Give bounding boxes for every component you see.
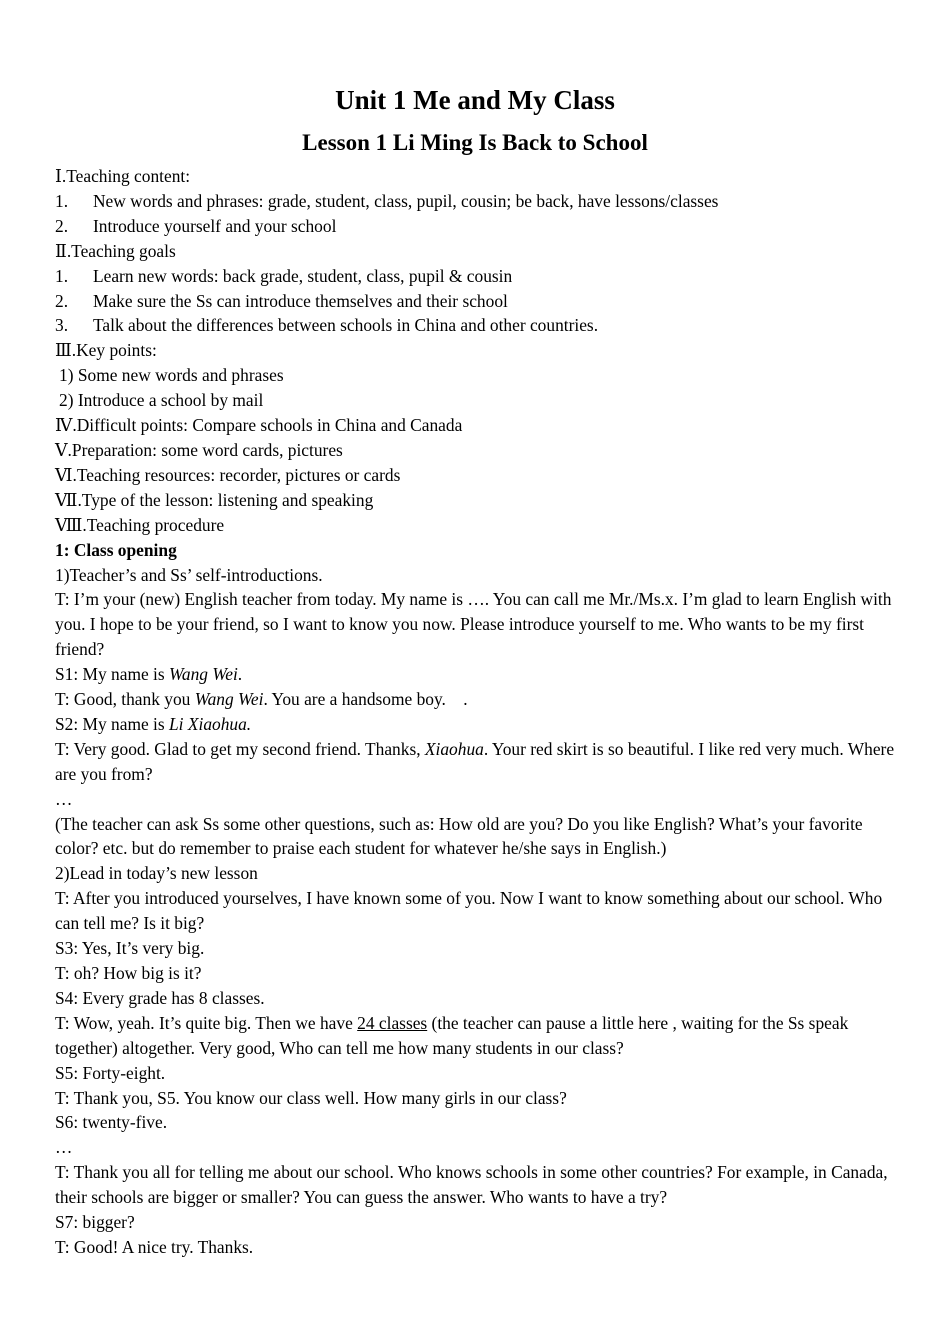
ellipsis: … (55, 788, 73, 809)
dialogue-line: S2: My name is Li Xiaohua. (55, 713, 252, 734)
teaching-goals-heading: Ⅱ.Teaching goals (55, 240, 176, 261)
dialogue-line: S7: bigger? (55, 1212, 135, 1233)
teaching-procedure-heading: Ⅷ.Teaching procedure (55, 514, 225, 535)
teaching-content-heading: Ⅰ.Teaching content: (55, 166, 191, 186)
list-item: 2) Introduce a school by mail (59, 390, 264, 411)
dialogue-line: T: After you introduced yourselves, I have known some of you. Now I want to know something about our school. Who can tell me? Is it big? (55, 888, 887, 934)
dialogue-line: T: Very good. Glad to get my second friend. Thanks, Xiaohua. Your red skirt is so beautiful. I like red very much. Where are you from? (55, 738, 899, 784)
dialogue-line: S3: Yes, It’s very big. (55, 938, 205, 959)
list-item: 3. Talk about the differences between schools in China and other countries. (55, 315, 599, 336)
unit-title: Unit 1 Me and My Class (335, 85, 615, 115)
list-item: 1) Some new words and phrases (59, 365, 284, 386)
list-item: 2. Make sure the Ss can introduce themselves and their school (55, 290, 508, 311)
list-item: 1. New words and phrases: grade, student, class, pupil, cousin; be back, have lessons/classes (55, 190, 719, 211)
list-item: 2. Introduce yourself and your school (55, 215, 337, 236)
dialogue-line: T: Good! A nice try. Thanks. (55, 1236, 254, 1257)
subsection-heading: 1)Teacher’s and Ss’ self-introductions. (55, 564, 323, 585)
dialogue-line: T: Good, thank you Wang Wei. You are a handsome boy. . (55, 689, 468, 710)
difficult-points: Ⅳ.Difficult points: Compare schools in China and Canada (55, 415, 463, 436)
teaching-resources: Ⅵ.Teaching resources: recorder, pictures or cards (55, 464, 401, 485)
list-item: 1. Learn new words: back grade, student, class, pupil & cousin (55, 265, 513, 286)
dialogue-line: S4: Every grade has 8 classes. (55, 987, 265, 1008)
key-points-heading: Ⅲ.Key points: (55, 340, 157, 361)
dialogue-line: T: oh? How big is it? (55, 963, 202, 983)
dialogue-line: S6: twenty-five. (55, 1112, 168, 1133)
dialogue-line: S1: My name is Wang Wei. (55, 664, 243, 685)
dialogue-line: S5: Forty-eight. (55, 1062, 166, 1083)
dialogue-line: T: Wow, yeah. It’s quite big. Then we have 24 classes (the teacher can pause a little here , waiting for the Ss speak together) altogether. Very good, Who can tell me how many students in our class? (55, 1012, 853, 1058)
dialogue-line: T: I’m your (new) English teacher from today. My name is …. You can call me Mr./Ms.x. I’m glad to learn English with you. I hope to be your friend, so I want to know you now. Please introduce yourself to me. Who wants to be my first friend? (55, 589, 896, 660)
preparation: Ⅴ.Preparation: some word cards, pictures (55, 439, 343, 460)
class-opening-heading: 1: Class opening (55, 539, 177, 560)
lesson-title: Lesson 1 Li Ming Is Back to School (302, 130, 648, 155)
teacher-note: (The teacher can ask Ss some other questions, such as: How old are you? Do you like English? What’s your favorite color? etc. but do remember to praise each student for whatever he/she says in English.) (55, 813, 868, 859)
lesson-type: Ⅶ.Type of the lesson: listening and speaking (55, 489, 374, 510)
dialogue-line: T: Thank you, S5. You know our class well. How many girls in our class? (55, 1087, 567, 1108)
subsection-heading: 2)Lead in today’s new lesson (55, 863, 258, 884)
dialogue-line: T: Thank you all for telling me about our school. Who knows schools in some other countries? For example, in Canada, their schools are bigger or smaller? You can guess the answer. Who wants to have a try? (55, 1162, 892, 1208)
ellipsis: … (55, 1137, 73, 1158)
